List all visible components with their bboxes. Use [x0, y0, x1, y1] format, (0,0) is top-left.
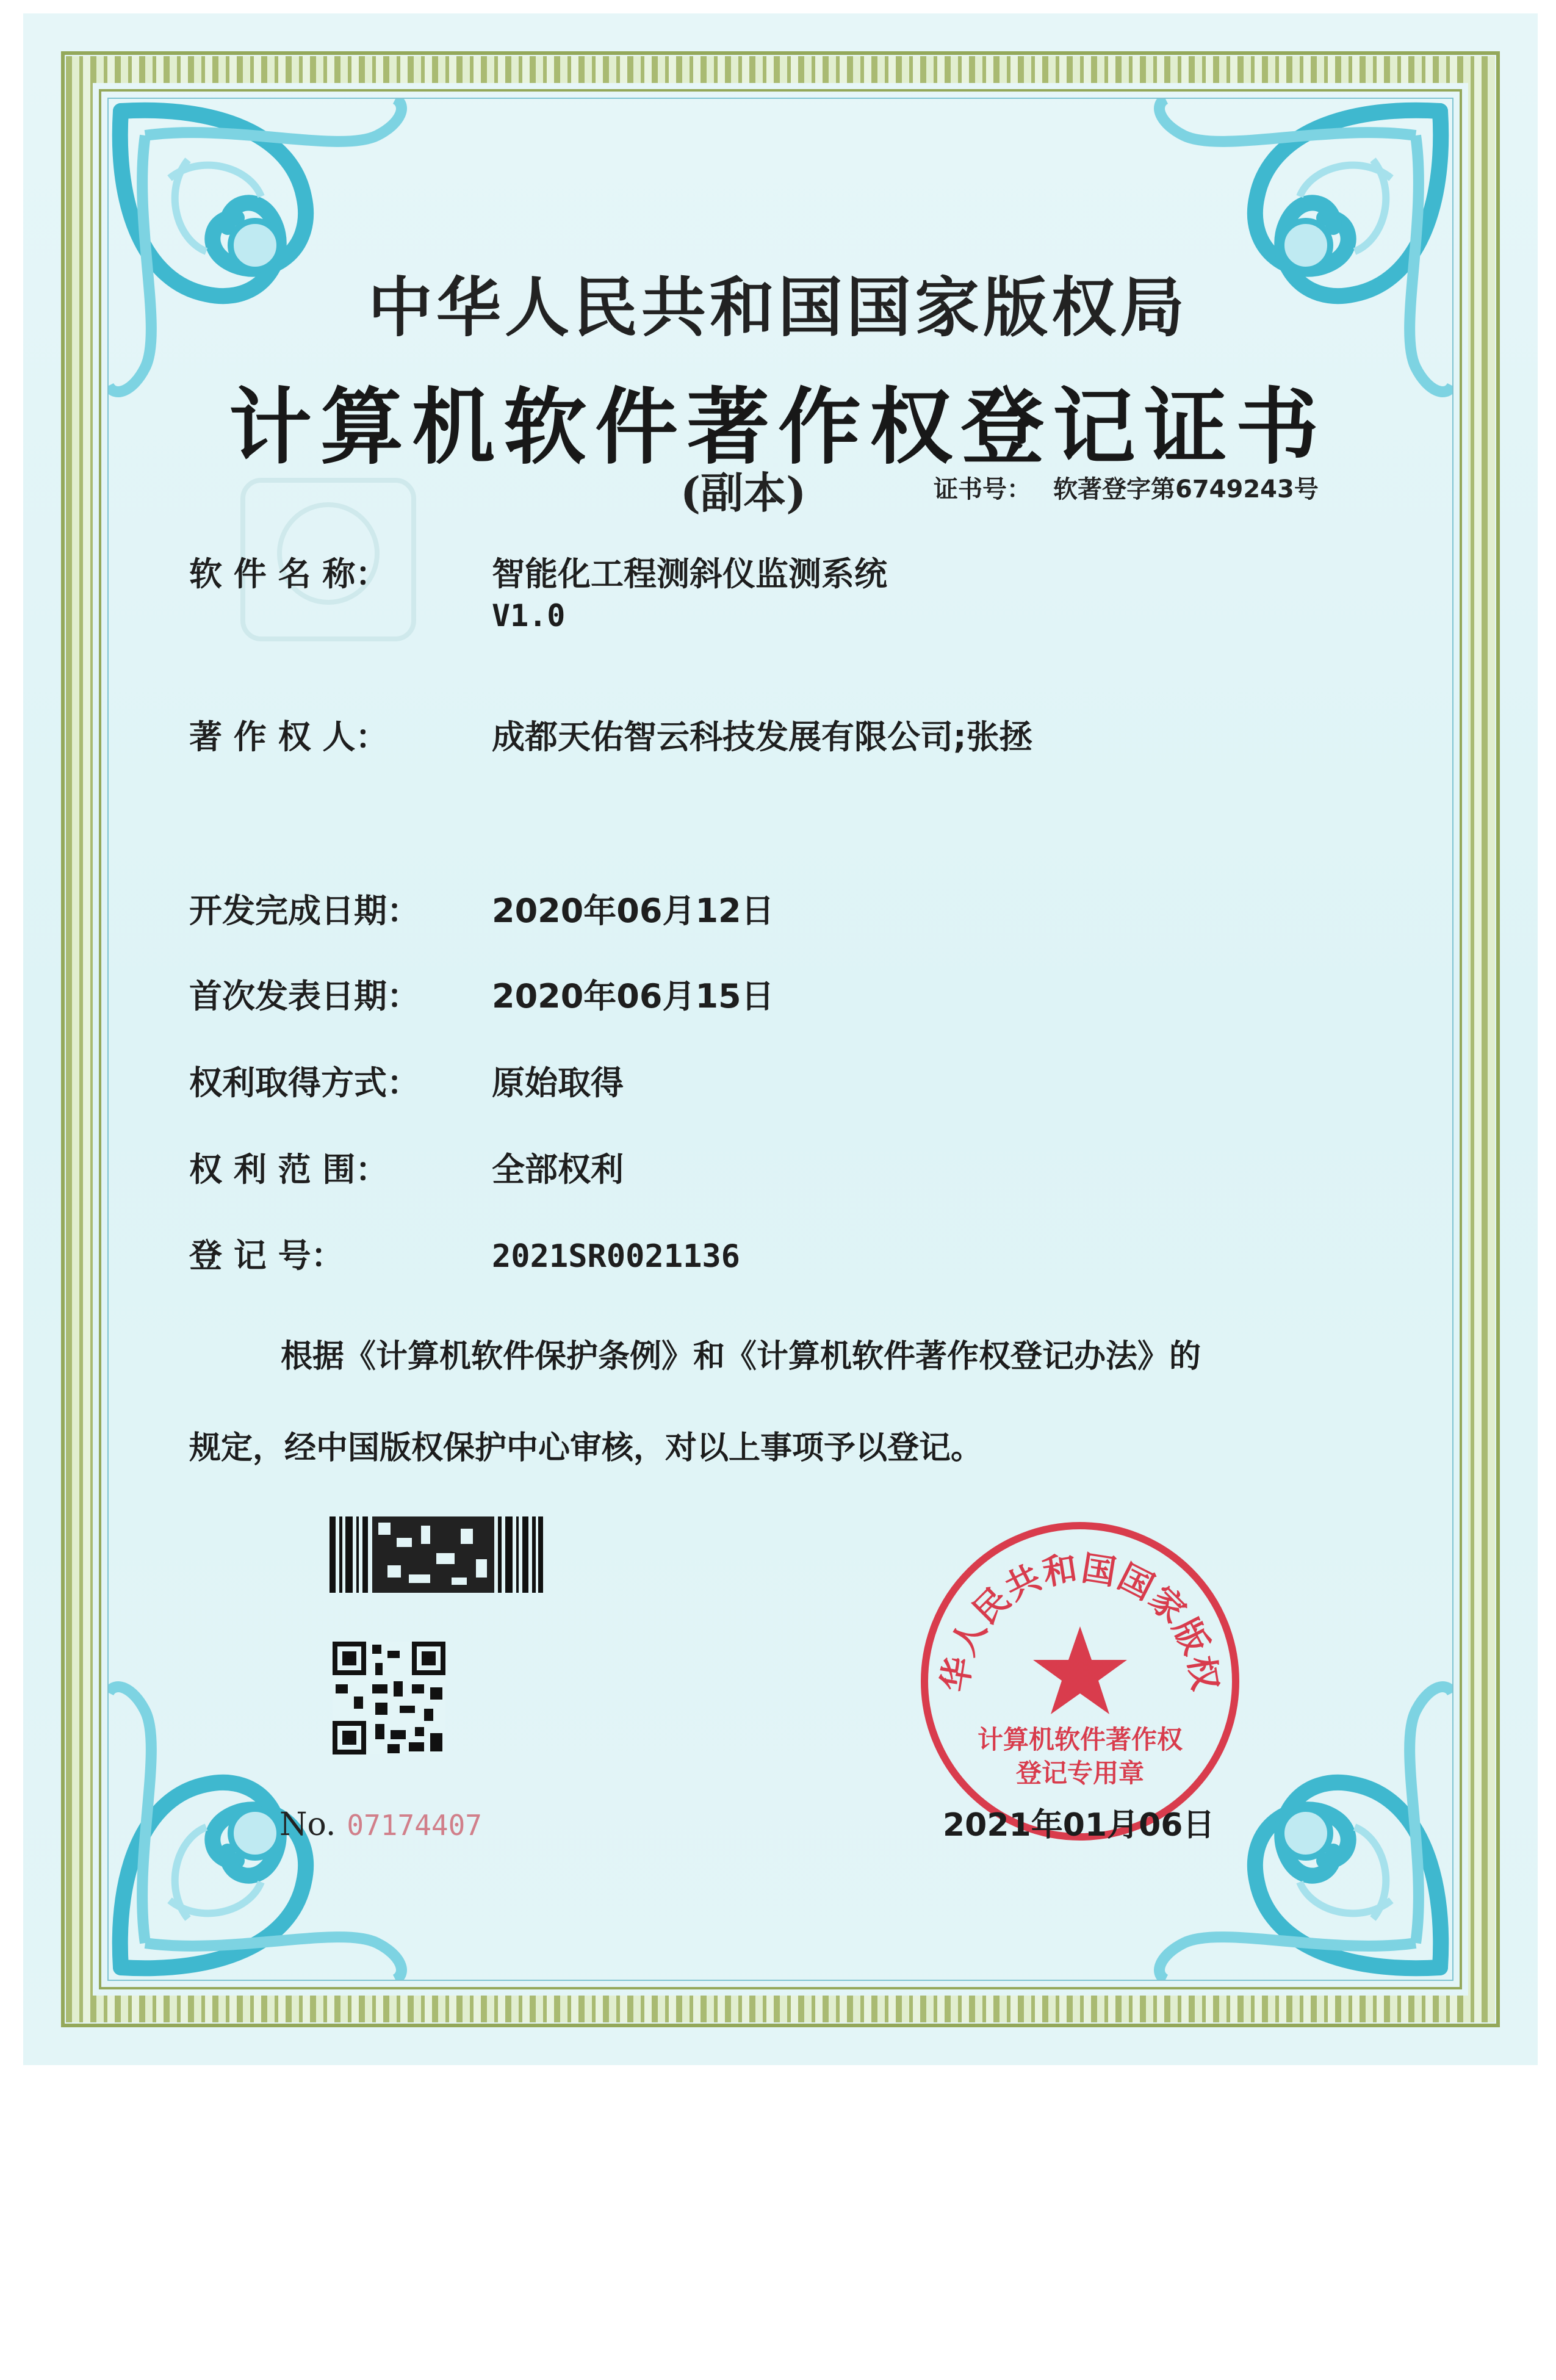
cert-no-value: 软著登字第6749243号 [1053, 475, 1319, 503]
statement-line-1: 根据《计算机软件保护条例》和《计算机软件著作权登记办法》的 [281, 1338, 1201, 1375]
field-value: 2020年06月12日 [492, 892, 774, 930]
barcode [330, 1516, 543, 1593]
agency-title: 中华人民共和国国家版权局 [368, 269, 1188, 345]
field-software-name [189, 548, 887, 595]
issue-date: 2021年01月06日 [943, 1807, 1215, 1844]
statement-line-2: 规定，经中国版权保护中心审核，对以上事项予以登记。 [189, 1430, 983, 1466]
field-label: 权 利 范 围： [189, 1150, 389, 1189]
field-value: 全部权利 [492, 1150, 624, 1189]
software-version: V1.0 [492, 598, 566, 633]
field-rights-scope [189, 1144, 624, 1191]
seal-inner-line-1: 计算机软件著作权 [977, 1725, 1183, 1754]
serial-label: No. [279, 1806, 336, 1843]
field-value: 智能化工程测斜仪监测系统 [492, 555, 887, 593]
field-registration-no [189, 1230, 740, 1277]
field-value: 成都天佑智云科技发展有限公司;张拯 [492, 718, 1032, 756]
field-label: 登 记 号： [189, 1236, 344, 1275]
qr-code [333, 1642, 445, 1754]
field-copyright-owner [189, 711, 1032, 758]
field-value: 2020年06月15日 [492, 977, 774, 1015]
field-value: 原始取得 [492, 1064, 624, 1102]
certificate-title: 计算机软件著作权登记证书 [229, 378, 1327, 476]
field-label: 著 作 权 人： [189, 718, 389, 756]
field-label: 权利取得方式： [189, 1064, 420, 1102]
field-dev-complete-date [189, 885, 774, 932]
field-acquisition-method [189, 1057, 624, 1104]
field-label: 开发完成日期： [189, 892, 420, 930]
field-value: 2021SR0021136 [492, 1238, 740, 1275]
field-label: 首次发表日期： [189, 977, 420, 1015]
certificate-number [934, 470, 1319, 505]
cert-no-label: 证书号： [934, 475, 1031, 503]
serial-number [279, 1806, 482, 1843]
field-label: 软 件 名 称： [189, 555, 389, 593]
serial-value: 07174407 [347, 1809, 482, 1842]
seal-outer-text: 华人民共和国国家版权 [935, 1548, 1225, 1695]
seal-inner-line-2: 登记专用章 [1015, 1758, 1145, 1788]
copy-label: (副本) [680, 467, 807, 518]
field-first-publish-date [189, 970, 774, 1017]
